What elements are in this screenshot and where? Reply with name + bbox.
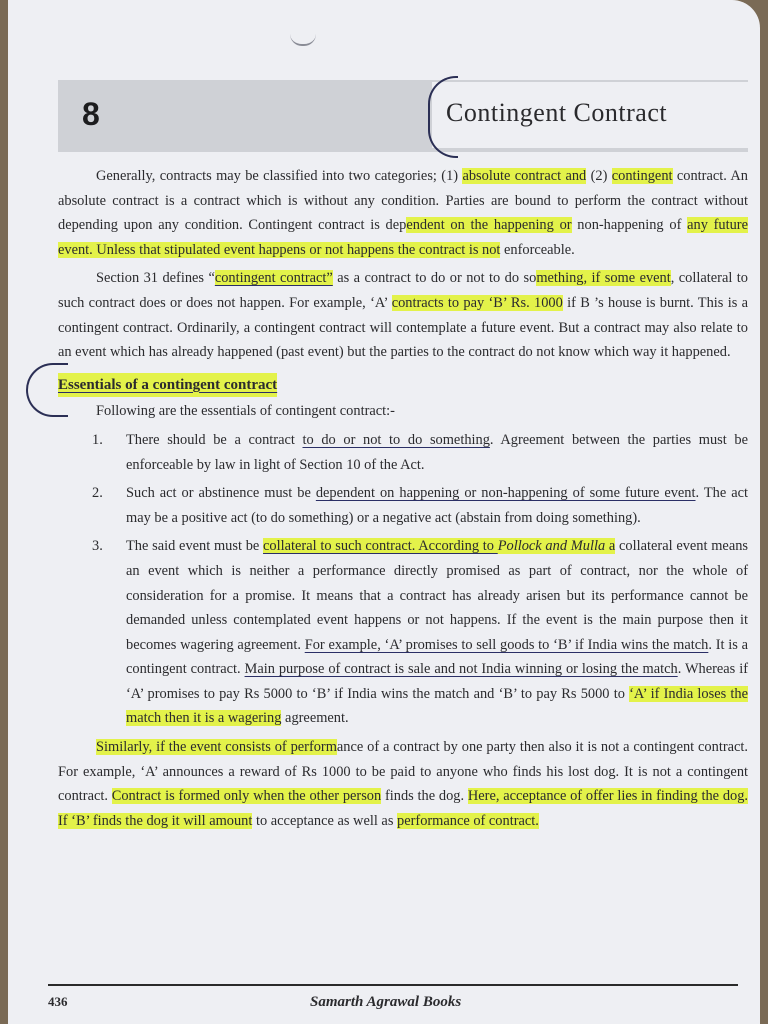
- paragraph-section-31: Section 31 defines “contingent contract” as a contract to do or not to do something, if some event, collateral to such contract does or does not happen. For example, ‘A’ contracts to pay ‘B’ Rs. 1000 if B ’s house is burnt. This is a contingent contract. Ordinarily, a contingent contract will contemplate a future event. But a contract may also relate to an event which has already happened (past event) but the parties to the contract do not know which way it happened.: [58, 270, 748, 361]
- publisher-name: Samarth Agrawal Books: [310, 994, 462, 1010]
- essentials-intro: Following are the essentials of contingent contract:-: [96, 403, 395, 420]
- section-heading-wrap: [58, 369, 748, 400]
- paragraph-similarly: Similarly, if the event consists of performance of a contract by one party then also it is not a contingent contract. For example, ‘A’ announces a reward of Rs 1000 to be paid to anyone who finds his lost dog. It is not a contingent contract. Contract is formed only when the other person finds the dog. Here, acceptance of offer lies in finding the dog. If ‘B’ finds the dog it will amount to acceptance as well as performance of contract.: [58, 739, 749, 829]
- page-content: [58, 164, 748, 837]
- essentials-list: [58, 428, 748, 731]
- section-heading: Essentials of a contingent contract: [58, 373, 277, 398]
- paragraph-intro: Generally, contracts may be classified into two categories; (1) absolute contract and (2) contingent contract. An absolute contract is a contract which is without any condition. Parties are bound to perform the contract without depending upon any condition. Contingent contract is dependent on the happening or non-happening of any future event. Unless that stipulated event happens or not happens the contract is not enforceable.: [58, 168, 748, 258]
- page-number: 436: [48, 994, 68, 1009]
- pen-mark: [290, 34, 316, 46]
- list-item: 3. The said event must be collateral to such contract. According to Pollock and Mulla a collateral event means an event which is neither a performance directly promised as part of contract, nor the whole of consideration for a promise. It means that a contract has already arisen but its performance cannot be demanded unless contemplated event happens or not happens. If the event is the main purpose then it becomes wagering agreement. For example, ‘A’ promises to sell goods to ‘B’ if India wins the match. It is a contingent contract. Main purpose of contract is sale and not India winning or losing the match. Whereas if ‘A’ promises to pay Rs 5000 to ‘B’ if India wins the match and ‘B’ to pay Rs 5000 to ‘A’ if India loses the match then it is a wagering agreement.: [92, 538, 749, 727]
- list-item: 2. Such act or abstinence must be dependent on happening or non-happening of some future event. The act may be a positive act (to do something) or a negative act (abstain from doing something).: [92, 485, 748, 526]
- chapter-number: 8: [82, 96, 100, 132]
- footer-rule: [48, 984, 738, 986]
- list-item: 1. There should be a contract to do or not to do something. Agreement between the parties must be enforceable by law in light of Section 10 of the Act.: [92, 431, 749, 473]
- chapter-title: Contingent Contract: [446, 98, 668, 127]
